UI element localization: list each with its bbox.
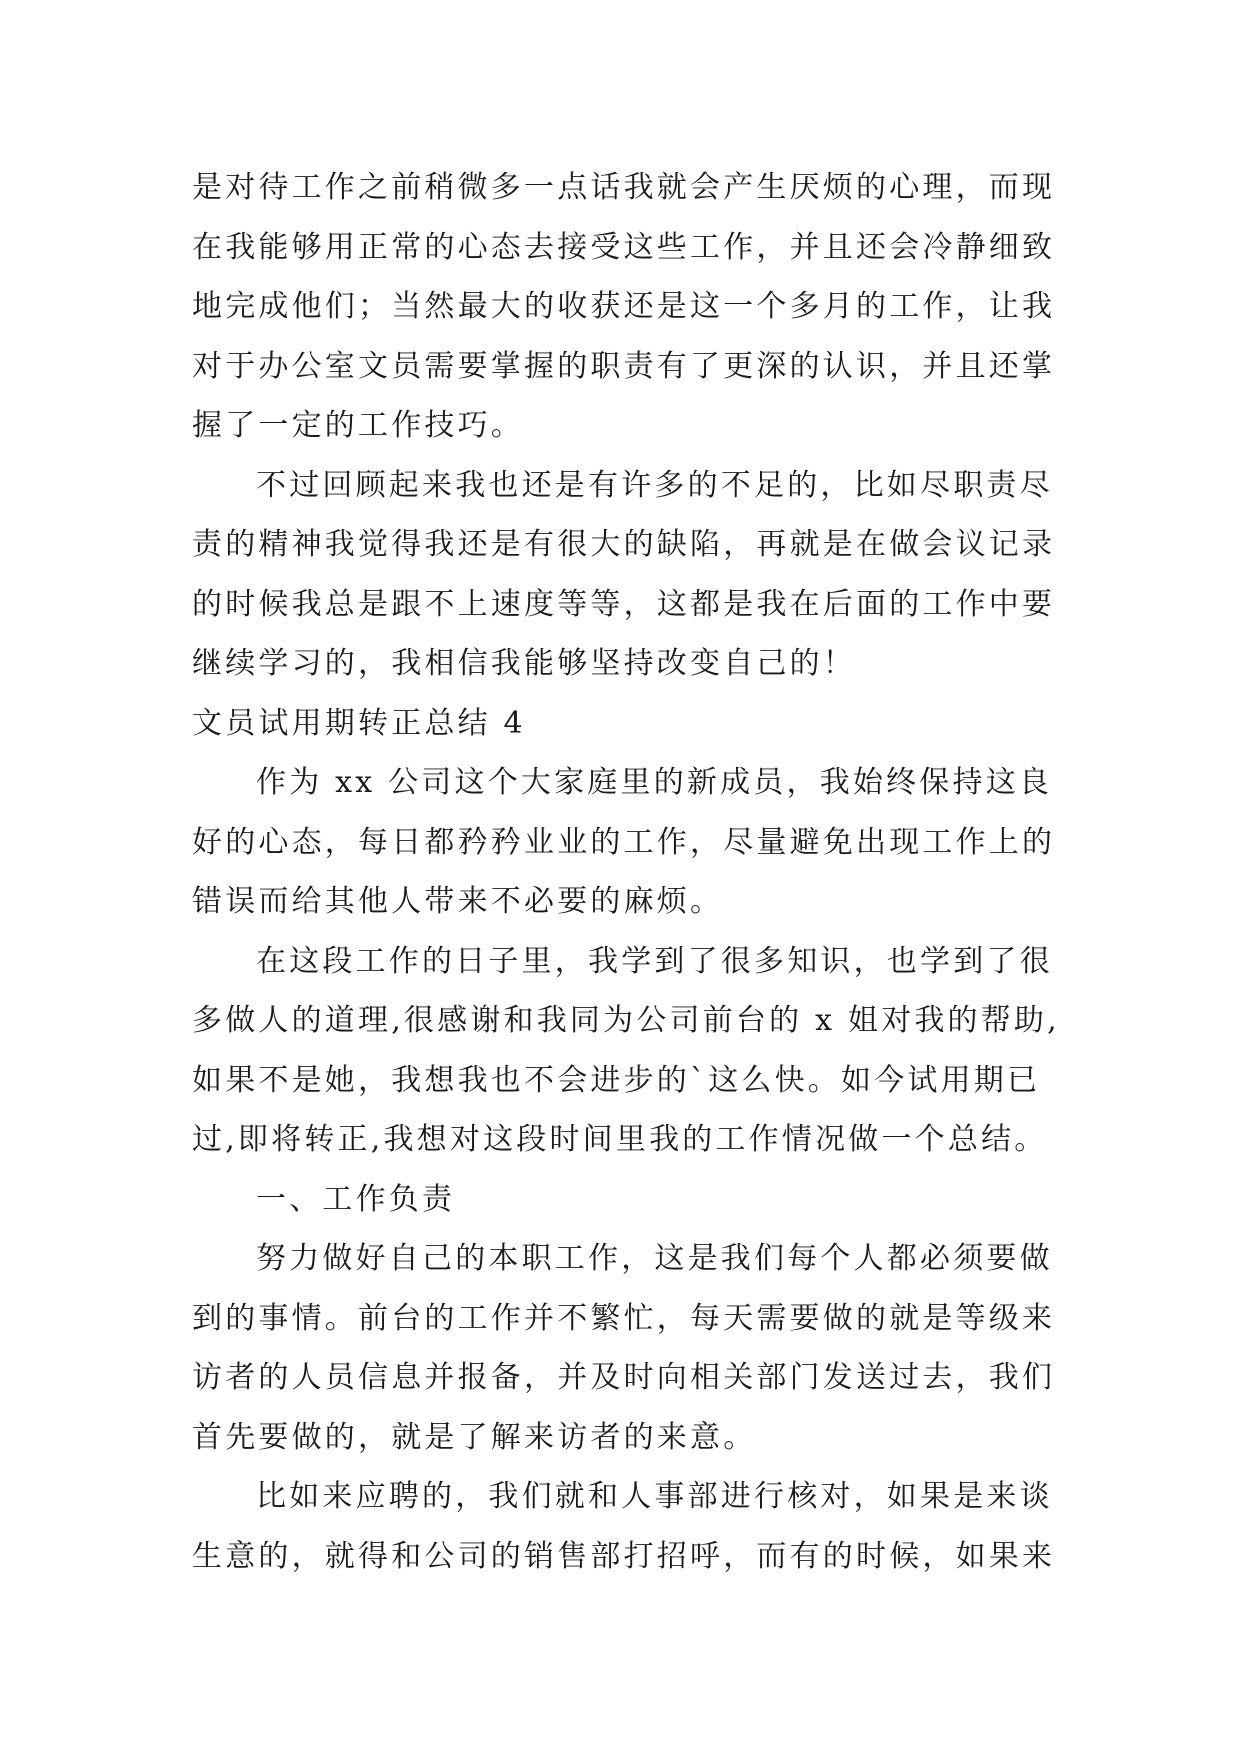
text-line: 作为 xx 公司这个大家庭里的新成员，我始终保持这良 bbox=[256, 765, 1053, 800]
text-line: 继续学习的，我相信我能够坚持改变自己的！ bbox=[192, 646, 856, 681]
text-line: 在我能够用正常的心态去接受这些工作，并且还会冷静细致 bbox=[192, 229, 1056, 265]
section-title-text: 文员试用期转正总结 4 bbox=[192, 705, 526, 741]
text-line: 过,即将转正,我想对这段时间里我的工作情况做一个总结。 bbox=[192, 1122, 1048, 1157]
text-line: 首先要做的，就是了解来访者的来意。 bbox=[192, 1419, 757, 1455]
document-body bbox=[192, 158, 1062, 1586]
subsection-heading-text: 一、工作负责 bbox=[256, 1181, 456, 1217]
paragraph bbox=[192, 932, 1062, 1170]
text-line: 生意的，就得和公司的销售部打招呼，而有的时候，如果来 bbox=[192, 1538, 1056, 1574]
text-line: 是对待工作之前稍微多一点话我就会产生厌烦的心理，而现 bbox=[192, 170, 1056, 205]
paragraph bbox=[192, 1229, 1062, 1467]
text-line: 多做人的道理,很感谢和我同为公司前台的 x 姐对我的帮助, bbox=[192, 1003, 1060, 1038]
text-line: 不过回顾起来我也还是有许多的不足的，比如尽职责尽 bbox=[256, 467, 1053, 503]
text-line: 如果不是她，我想我也不会进步的`这么快。如今试用期已 bbox=[192, 1062, 1041, 1098]
paragraph bbox=[192, 753, 1062, 932]
text-line: 责的精神我觉得我还是有很大的缺陷，再就是在做会议记录 bbox=[192, 527, 1056, 562]
text-line: 在这段工作的日子里，我学到了很多知识，也学到了很 bbox=[256, 943, 1053, 979]
text-line: 地完成他们；当然最大的收获还是这一个多月的工作，让我 bbox=[192, 289, 1056, 324]
paragraph bbox=[192, 158, 1062, 456]
text-line: 好的心态，每日都矜矜业业的工作，尽量避免出现工作上的 bbox=[192, 824, 1056, 860]
text-line: 的时候我总是跟不上速度等等，这都是我在后面的工作中要 bbox=[192, 586, 1056, 622]
paragraph bbox=[192, 1467, 1062, 1586]
text-line: 对于办公室文员需要掌握的职责有了更深的认识，并且还掌 bbox=[192, 348, 1056, 384]
text-line: 比如来应聘的，我们就和人事部进行核对，如果是来谈 bbox=[256, 1479, 1053, 1514]
text-line: 握了一定的工作技巧。 bbox=[192, 408, 524, 443]
text-line: 错误而给其他人带来不必要的麻烦。 bbox=[192, 884, 724, 919]
section-title bbox=[192, 694, 1062, 754]
text-line: 到的事情。前台的工作并不繁忙，每天需要做的就是等级来 bbox=[192, 1300, 1056, 1336]
subsection-heading bbox=[192, 1170, 1062, 1230]
paragraph bbox=[192, 456, 1062, 694]
text-line: 访者的人员信息并报备，并及时向相关部门发送过去，我们 bbox=[192, 1360, 1056, 1395]
text-line: 努力做好自己的本职工作，这是我们每个人都必须要做 bbox=[256, 1241, 1053, 1276]
